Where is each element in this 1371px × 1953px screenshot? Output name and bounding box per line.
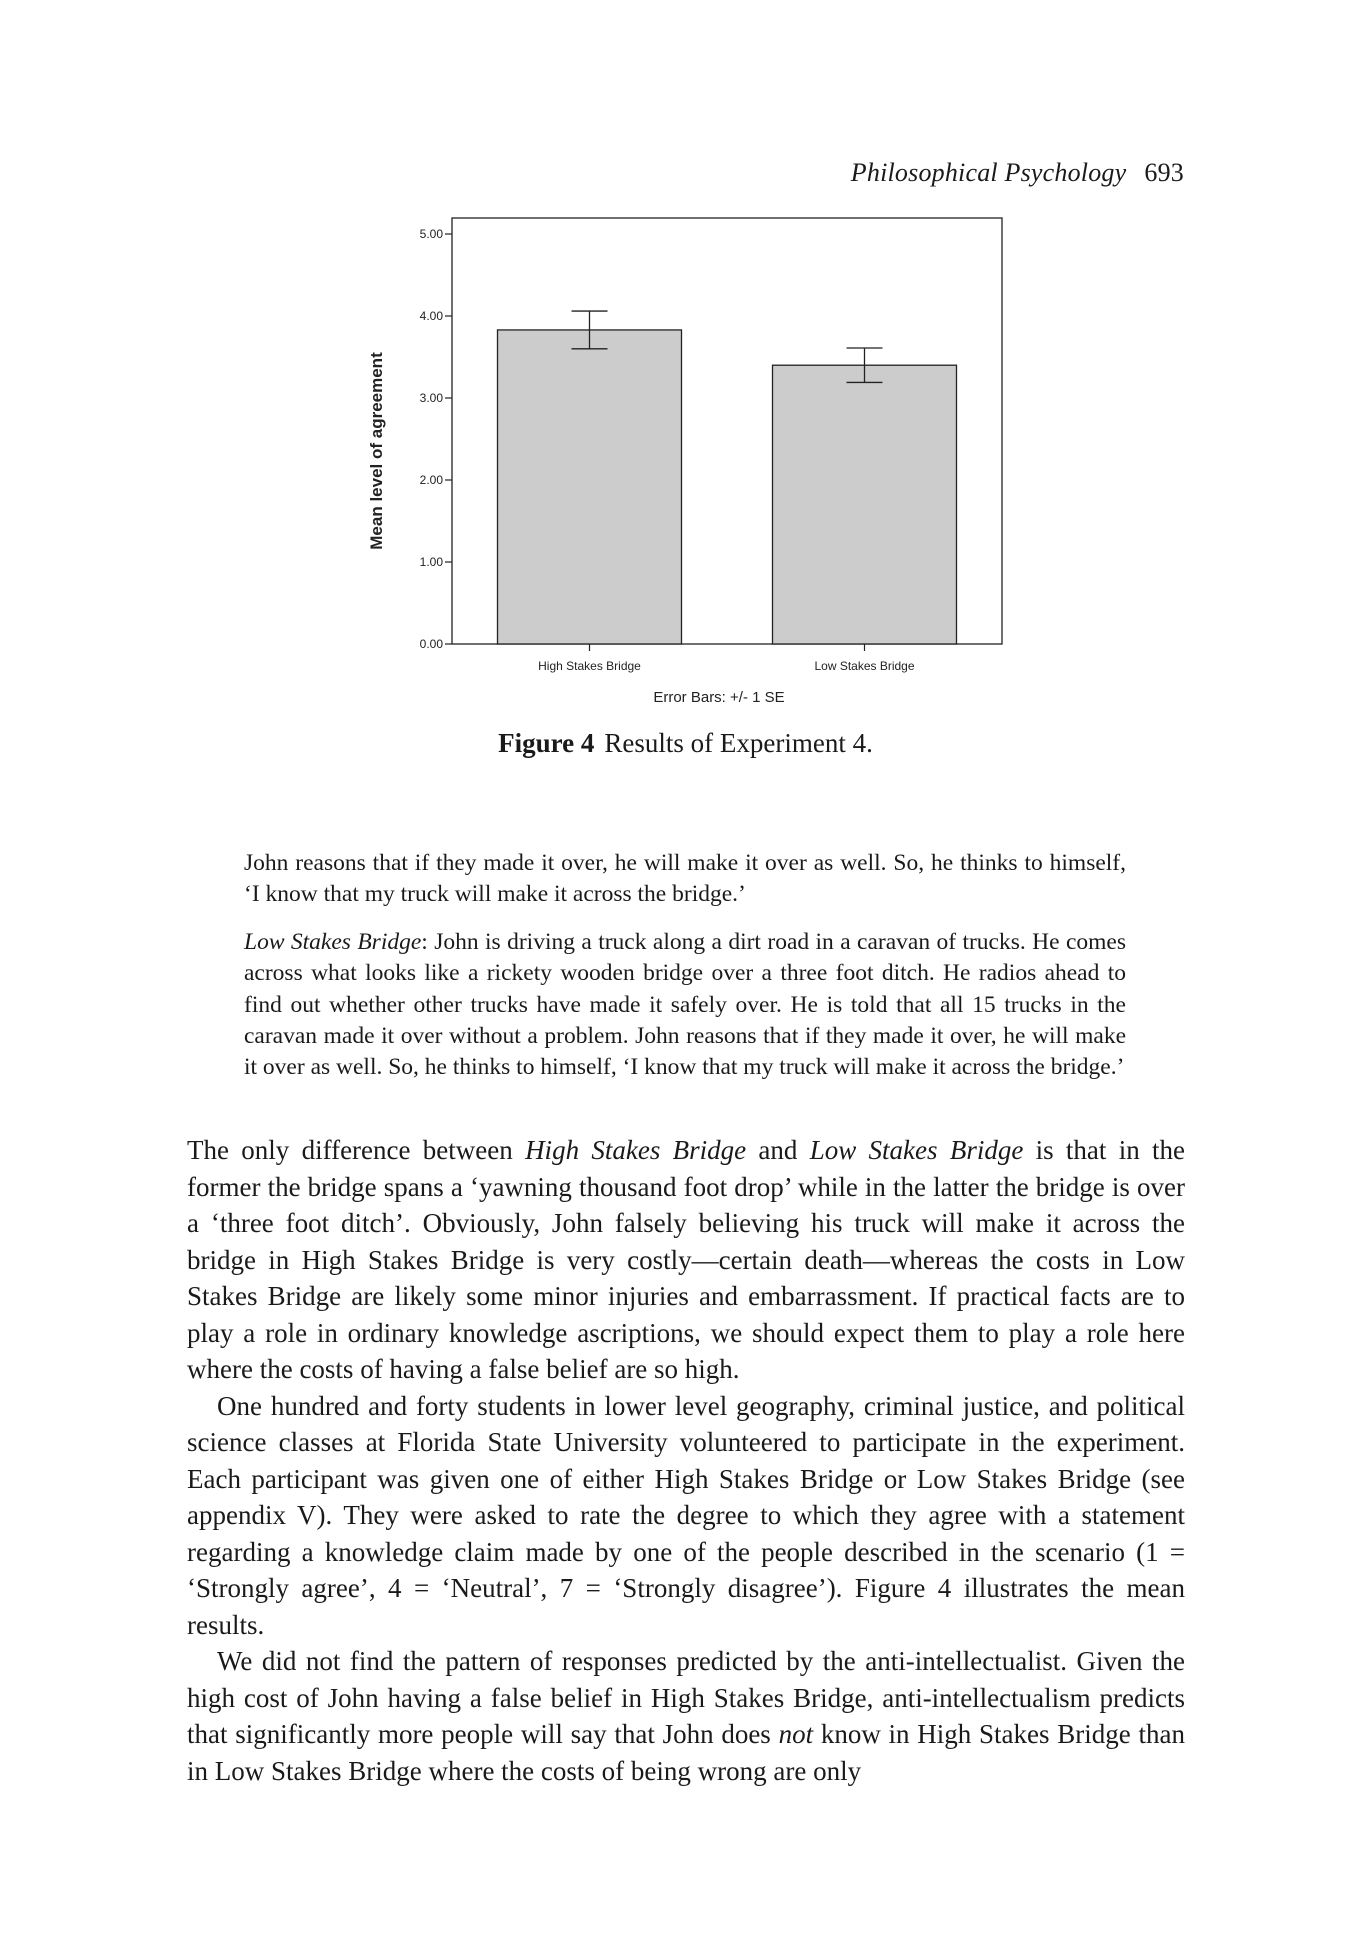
paragraph-1-part: is that in the former the bridge spans a ‘yawning thousand foot drop’ while in the latter the bridge is over a ‘three foot ditch’. Obviously, John falsely believing his truck will make it across the bridge in High Stakes Bridge is very costly—certain death—whereas the costs in Low Stakes Bridge are likely some minor injuries and embarrassment. If practical facts are to play a role in ordinary knowledge ascriptions, we should expect them to play a role here where the costs of having a false belief are so high. [187, 1135, 1185, 1384]
paragraph-1 [187, 1132, 1185, 1388]
y-tick-label: 2.00 [419, 473, 443, 487]
y-tick-label: 5.00 [419, 227, 443, 241]
paragraph-1-part: The only difference between [187, 1135, 526, 1165]
bar [498, 330, 682, 644]
extract-text: John reasons that if they made it over, he will make it over as well. So, he thinks to himself, ‘I know that my truck will make it across the bridge.’ [244, 850, 1126, 908]
paragraph-3-emphasis: not [778, 1719, 814, 1749]
scenario-title: Low Stakes Bridge [244, 929, 422, 955]
y-tick-label: 1.00 [419, 555, 443, 569]
paragraph-2: One hundred and forty students in lower level geography, criminal justice, and political science classes at Florida State University volunteered to participate in the experiment. Each participant was given one of either High Stakes Bridge or Low Stakes Bridge (see appendix V). They were asked to rate the degree to which they agree with a statement regarding a knowledge claim made by one of the people described in the scenario (1 = ‘Strongly agree’, 4 = ‘Neutral’, 7 = ‘Strongly disagree’). Figure 4 illustrates the mean results. [187, 1390, 1185, 1640]
y-tick-label: 0.00 [419, 637, 443, 651]
paragraph-1-part: and [746, 1135, 810, 1165]
paragraph-3-part: know in High Stakes Bridge than in Low Stakes Bridge where the costs of being wrong are only [187, 1719, 1185, 1786]
x-tick-label: Low Stakes Bridge [814, 659, 915, 673]
figure-caption-text: Results of Experiment 4. [604, 728, 873, 758]
paragraph-3-part: We did not find the pattern of responses predicted by the anti-intellectualist. Given the high cost of John having a false belief in High Stakes Bridge, anti-intellectualism predicts that significantly more people will say that John does [187, 1646, 1185, 1749]
paragraph-3 [187, 1643, 1185, 1789]
page-number: 693 [1144, 158, 1184, 187]
error-bars-note: Error Bars: +/- 1 SE [653, 689, 785, 706]
y-tick-label: 4.00 [419, 309, 443, 323]
body-text [187, 1132, 1185, 1789]
scenario-text: : John is driving a truck along a dirt road in a caravan of trucks. He comes across what looks like a rickety wooden bridge over a three foot ditch. He radios ahead to find out whether other trucks have made it safely over. He is told that all 15 trucks in the caravan made it over without a problem. John reasons that if they made it over, he will make it over as well. So, he thinks to himself, ‘I know that my truck will make it across the bridge.’ [244, 929, 1126, 1081]
bar [773, 365, 957, 644]
figure-caption [0, 728, 1371, 759]
bar-chart [360, 208, 1020, 708]
paragraph-1-emphasis: High Stakes Bridge [525, 1135, 747, 1165]
scenario-extract-continued [244, 848, 1126, 911]
y-axis-label: Mean level of agreement [367, 352, 386, 550]
figure-label: Figure 4 [498, 728, 595, 758]
scenario-extract-low-stakes [244, 927, 1126, 1083]
y-tick-label: 3.00 [419, 391, 443, 405]
running-head [851, 158, 1184, 188]
x-tick-label: High Stakes Bridge [538, 659, 641, 673]
journal-title: Philosophical Psychology [850, 158, 1127, 187]
extract-paragraph [244, 927, 1126, 1083]
paragraph-1-emphasis: Low Stakes Bridge [809, 1135, 1024, 1165]
